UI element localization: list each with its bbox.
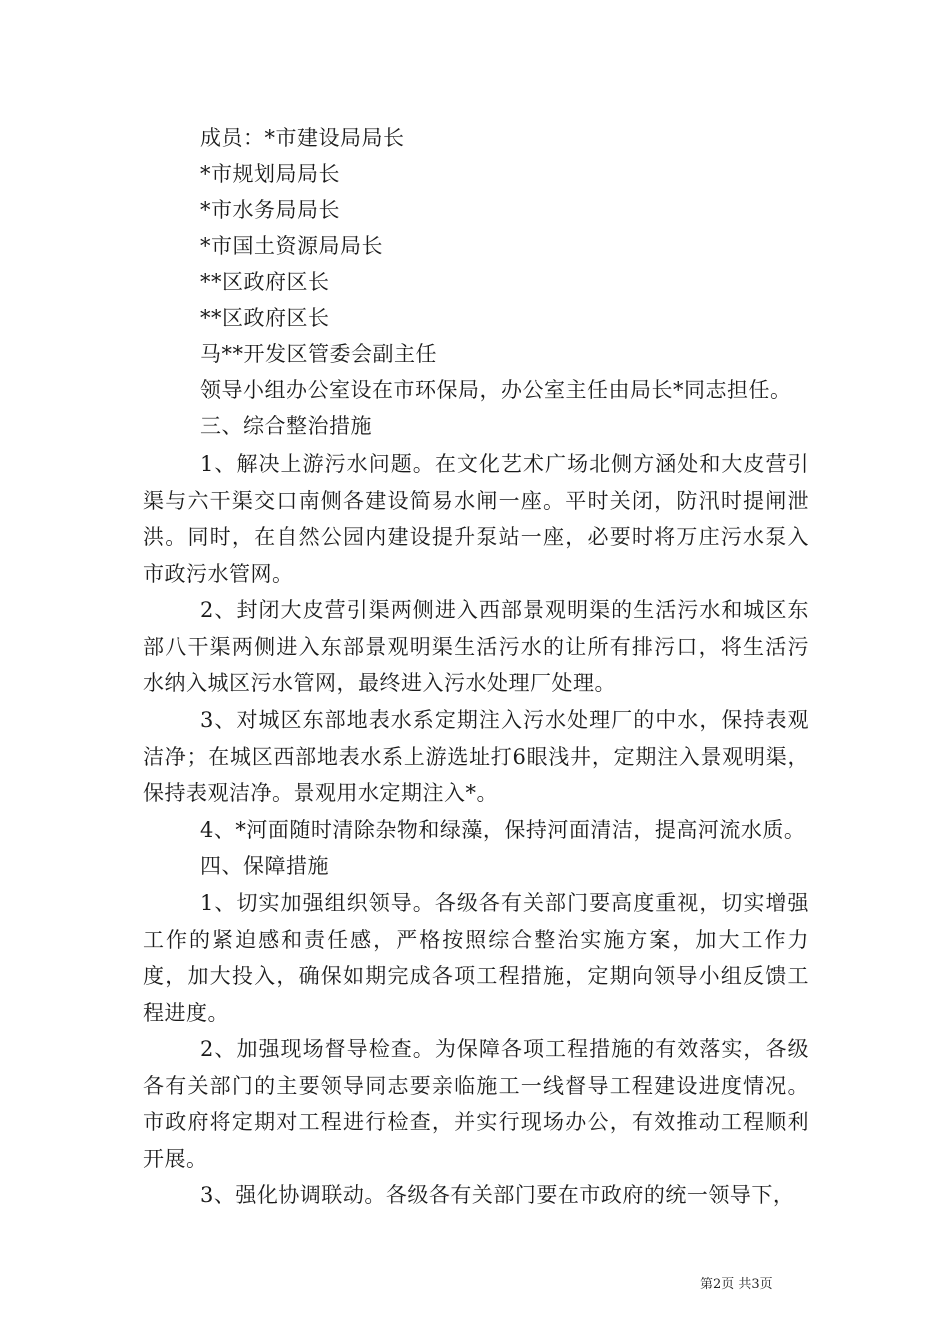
section-heading: 三、综合整治措施 bbox=[200, 414, 372, 438]
paragraph: 1、解决上游污水问题。在文化艺术广场北侧方涵处和大皮营引渠与六干渠交口南侧各建设简易水闸一座。平时关闭，防汛时提闸泄洪。同时，在自然公园内建设提升泵站一座，必要时将万庄污水泵入市政污水管网。 bbox=[143, 452, 809, 586]
paragraph: 2、封闭大皮营引渠两侧进入西部景观明渠的生活污水和城区东部八干渠两侧进入东部景观明渠生活污水的让所有排污口，将生活污水纳入城区污水管网，最终进入污水处理厂处理。 bbox=[143, 598, 809, 695]
paragraph: 3、对城区东部地表水系定期注入污水处理厂的中水，保持表观洁净；在城区西部地表水系上游选址打6眼浅井，定期注入景观明渠，保持表观洁净。景观用水定期注入*。 bbox=[143, 708, 809, 805]
office-note: 领导小组办公室设在市环保局，办公室主任由局长*同志担任。 bbox=[200, 378, 792, 402]
member-line: *市水务局局长 bbox=[200, 198, 340, 222]
member-line: 马**开发区管委会副主任 bbox=[200, 342, 437, 366]
member-line: **区政府区长 bbox=[200, 270, 330, 294]
section-heading: 四、保障措施 bbox=[200, 854, 329, 878]
member-line: *市国土资源局局长 bbox=[200, 234, 383, 258]
member-line: *市规划局局长 bbox=[200, 162, 340, 186]
paragraph: 2、加强现场督导检查。为保障各项工程措施的有效落实，各级各有关部门的主要领导同志要亲临施工一线督导工程建设进度情况。市政府将定期对工程进行检查，并实行现场办公，有效推动工程顺利开展。 bbox=[143, 1037, 809, 1171]
paragraph: 4、*河面随时清除杂物和绿藻，保持河面清洁，提高河流水质。 bbox=[200, 818, 806, 842]
member-line: **区政府区长 bbox=[200, 306, 330, 330]
member-line: 成员：*市建设局局长 bbox=[200, 126, 405, 150]
paragraph: 3、强化协调联动。各级各有关部门要在市政府的统一领导下， bbox=[200, 1183, 795, 1207]
paragraph: 1、切实加强组织领导。各级各有关部门要高度重视，切实增强工作的紧迫感和责任感，严格按照综合整治实施方案，加大工作力度，加大投入，确保如期完成各项工程措施，定期向领导小组反馈工程进度。 bbox=[143, 891, 809, 1025]
page-number: 第2页 共3页 bbox=[700, 1277, 773, 1292]
